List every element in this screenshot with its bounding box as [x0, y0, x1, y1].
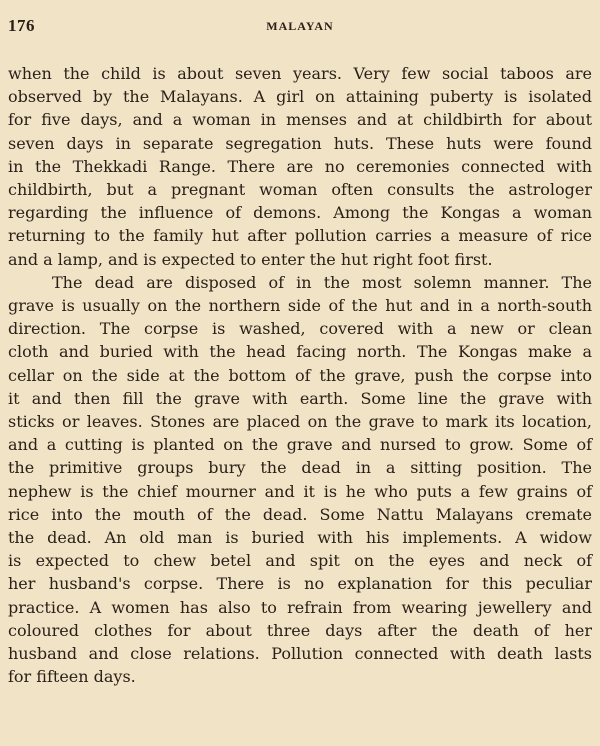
text-line: returning to the family hut after pollution carries a measure of rice: [8, 226, 592, 246]
paragraph-end-line: for fifteen days.: [8, 667, 136, 687]
text-line: nephew is the chief mourner and it is he who puts a few grains of: [8, 481, 592, 501]
text-line: seven days in separate segregation huts. These huts were found: [8, 133, 592, 153]
text-line: direction. The corpse is washed, covered with a new or clean: [8, 319, 592, 339]
text-line: rice into the mouth of the dead. Some Nattu Malayans cremate: [8, 504, 592, 524]
text-line: her husband's corpse. There is no explanation for this peculiar: [8, 574, 592, 594]
page-number: 176: [8, 16, 35, 35]
paragraph-start-line: The dead are disposed of in the most solemn manner. The: [52, 272, 592, 292]
text-line: husband and close relations. Pollution connected with death lasts: [8, 644, 592, 664]
text-line: is expected to chew betel and spit on the eyes and neck of: [8, 551, 592, 571]
text-line: in the Thekkadi Range. There are no ceremonies connected with: [8, 156, 592, 176]
paragraph-end-line: and a lamp, and is expected to enter the hut right foot first.: [8, 249, 493, 269]
body-text: [8, 62, 592, 688]
text-line: childbirth, but a pregnant woman often consults the astrologer: [8, 180, 592, 200]
text-line: practice. A women has also to refrain from wearing jewellery and: [8, 597, 592, 617]
text-line: the primitive groups bury the dead in a sitting position. The: [8, 458, 592, 478]
text-line: cellar on the side at the bottom of the grave, push the corpse into: [8, 365, 592, 385]
text-line: regarding the influence of demons. Among the Kongas a woman: [8, 203, 592, 223]
text-line: sticks or leaves. Stones are placed on the grave to mark its location,: [8, 412, 592, 432]
text-line: for five days, and a woman in menses and at childbirth for about: [8, 110, 592, 130]
text-line: cloth and buried with the head facing north. The Kongas make a: [8, 342, 592, 362]
text-line: grave is usually on the northern side of the hut and in a north-south: [8, 296, 592, 316]
page-header: [8, 16, 592, 40]
text-line: the dead. An old man is buried with his implements. A widow: [8, 528, 592, 548]
text-line: it and then fill the grave with earth. Some line the grave with: [8, 388, 592, 408]
text-line: coloured clothes for about three days after the death of her: [8, 620, 592, 640]
text-line: observed by the Malayans. A girl on attaining puberty is isolated: [8, 87, 592, 107]
text-line: when the child is about seven years. Very few social taboos are: [8, 64, 592, 83]
running-head: MALAYAN: [266, 19, 334, 33]
text-line: and a cutting is planted on the grave and nursed to grow. Some of: [8, 435, 592, 455]
